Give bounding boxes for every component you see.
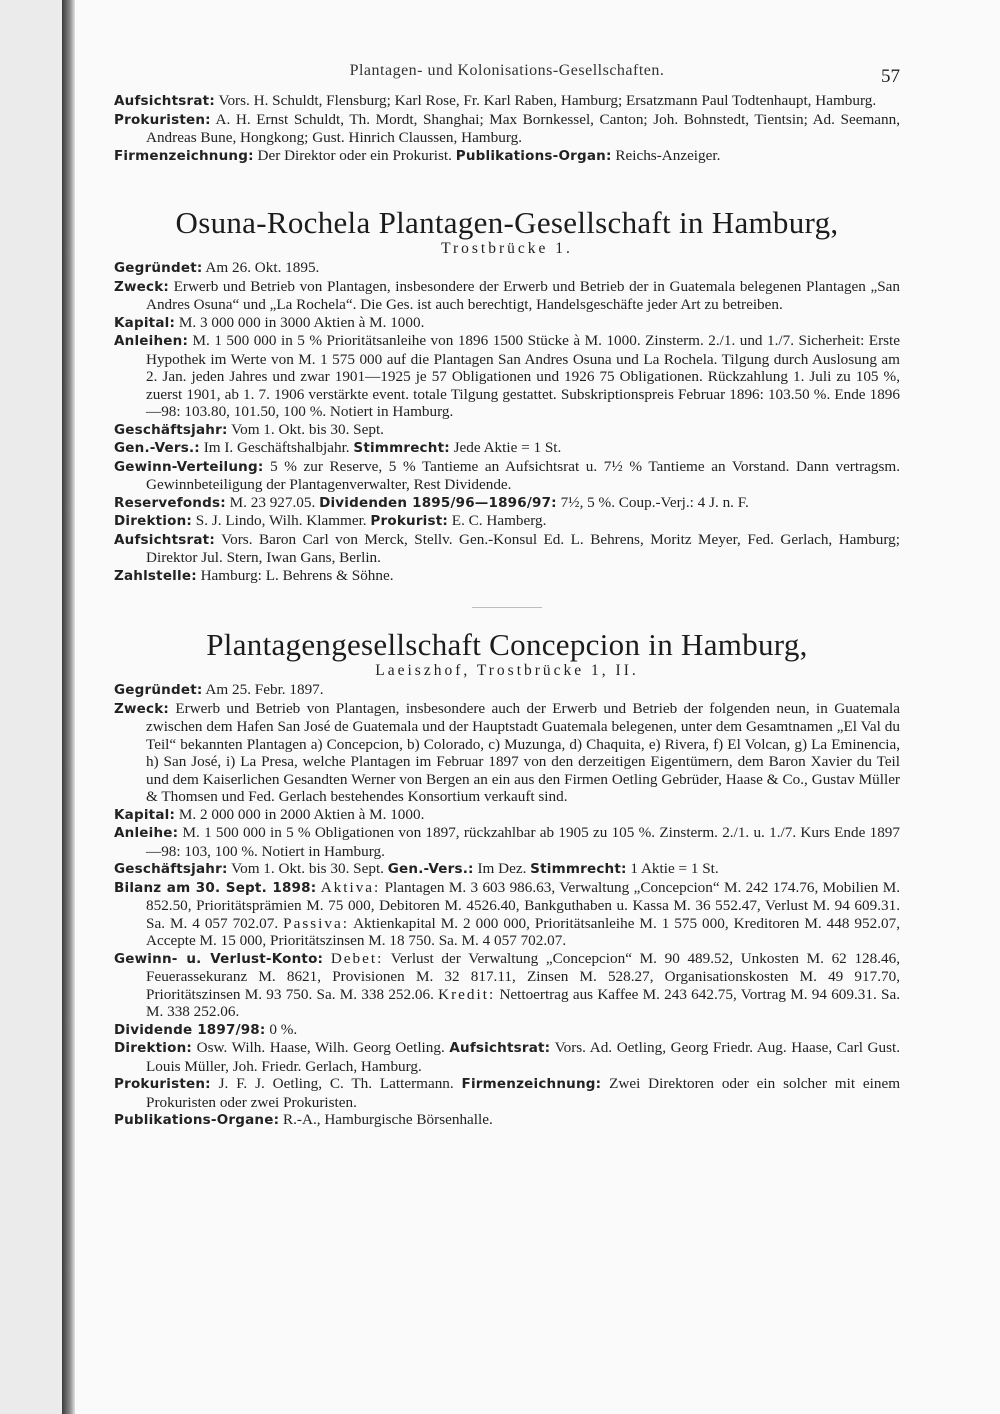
- field-label: Geschäftsjahr:: [114, 421, 228, 438]
- gegruendet: [114, 259, 900, 278]
- field-value: 0 %.: [269, 1020, 298, 1038]
- field-value: Verlust der Verwaltung „Concepcion“ M. 90 489.52, Unkosten M. 62 128.46, Feuerassekuranz M. 8621, Provisionen M. 32 817.11, Zinsen M. 528.27, Organisationskosten M. 49 917.70, Prioritätszinsen M. 93 750. Sa. M. 338 252.06.: [146, 949, 901, 1003]
- field-value: M. 23 927.05.: [229, 493, 316, 511]
- field-value: Zwei Direktoren oder ein solcher mit einem Prokuristen oder zwei Prokuristen.: [146, 1075, 901, 1111]
- field-label: Zahlstelle:: [114, 567, 197, 584]
- section-divider: [472, 607, 542, 608]
- field-label: Stimmrecht:: [530, 861, 627, 877]
- subfield-label: Passiva:: [283, 914, 349, 932]
- prev-firmenzeichnung: [114, 147, 900, 166]
- field-label: Publikations-Organe:: [114, 1112, 280, 1128]
- kapital: [114, 806, 900, 825]
- field-label: Geschäftsjahr:: [114, 861, 228, 877]
- field-label: Dividende 1897/98:: [114, 1021, 266, 1038]
- field-value: Erwerb und Betrieb von Plantagen, insbesondere der Erwerb und Betrieb der in Guatemala belegenen Plantagen „San Andres Osuna“ und „La Rochela“. Die Ges. ist auch berechtigt, Handelsgeschäfte jeder Art zu betreiben.: [146, 277, 901, 313]
- geschaeftsjahr: [114, 860, 900, 879]
- gewinn-verlust-konto: [114, 950, 900, 1021]
- field-label: Direktion:: [114, 513, 192, 529]
- field-label: Gewinn- u. Verlust-Konto:: [114, 950, 324, 967]
- field-label: Aufsichtsrat:: [114, 531, 215, 548]
- field-label: Prokuristen:: [114, 111, 211, 128]
- page-content: [114, 58, 900, 1130]
- reservefonds: [114, 494, 900, 513]
- dividende: [114, 1021, 900, 1040]
- subfield-label: Kredit:: [438, 985, 496, 1003]
- field-value: Am 25. Febr. 1897.: [205, 681, 324, 698]
- field-value: Am 26. Okt. 1895.: [205, 259, 320, 276]
- concepcion-entry: [114, 628, 900, 1130]
- field-label: Kapital:: [114, 806, 176, 823]
- field-label: Gegründet:: [114, 682, 203, 698]
- field-value: Der Direktor oder ein Prokurist.: [257, 146, 452, 164]
- field-value: Im Dez.: [477, 860, 527, 877]
- field-label: Gen.-Vers.:: [387, 861, 474, 877]
- field-value: 1 Aktie = 1 St.: [630, 860, 719, 877]
- field-value: Vors. Ad. Oetling, Georg Friedr. Aug. Haase, Carl Gust. Louis Müller, Joh. Friedr. Gerlach, Hamburg.: [146, 1039, 901, 1075]
- field-value: Im I. Geschäftshalbjahr.: [203, 439, 350, 456]
- zahlstelle: [114, 567, 900, 586]
- field-label: Direktion:: [114, 1040, 192, 1056]
- field-label: Aufsichtsrat:: [449, 1040, 551, 1056]
- field-value: 5 % zur Reserve, 5 % Tantieme an Aufsichtsrat u. 7½ % Tantieme an Vorstand. Dann vertragsm. Gewinnbeteiligung der Plantagenverwalter, Rest Dividende.: [146, 457, 901, 493]
- field-value: E. C. Hamberg.: [451, 512, 547, 529]
- company-address: Laeiszhof, Trostbrücke 1, II.: [375, 662, 639, 679]
- field-label: Reservefonds:: [114, 494, 226, 511]
- field-label: Prokurist:: [370, 513, 448, 529]
- field-value: Vors. H. Schuldt, Flensburg; Karl Rose, Fr. Karl Raben, Hamburg; Ersatzmann Paul Todtenhaupt, Hamburg.: [218, 92, 877, 109]
- zweck: [114, 700, 900, 806]
- anleihen: [114, 332, 900, 421]
- field-label: Firmenzeichnung:: [114, 147, 254, 164]
- field-value: R.-A., Hamburgische Börsenhalle.: [283, 1111, 493, 1128]
- osuna-rochela-entry: [114, 206, 900, 585]
- field-value: J. F. J. Oetling, C. Th. Lattermann.: [218, 1075, 454, 1092]
- field-label: Aufsichtsrat:: [114, 93, 215, 109]
- field-label: Zweck:: [114, 278, 169, 295]
- field-value: Vom 1. Okt. bis 30. Sept.: [231, 860, 384, 877]
- bilanz: [114, 879, 900, 950]
- running-title: Plantagen- und Kolonisations-Gesellschaften.: [349, 62, 665, 79]
- field-label: Gen.-Vers.:: [114, 440, 200, 456]
- field-label: Anleihen:: [114, 333, 189, 349]
- field-label: Prokuristen:: [114, 1076, 211, 1092]
- gewinn-verteilung: [114, 458, 900, 494]
- field-value: Reichs-Anzeiger.: [615, 146, 721, 164]
- field-value: M. 1 500 000 in 5 % Obligationen von 1897, rückzahlbar ab 1905 zu 105 %. Zinsterm. 2./1. u. 1./7. Kurs Ende 1897—98: 103, 100 %. Notiert in Hamburg.: [146, 824, 900, 860]
- field-label: Kapital:: [114, 314, 176, 331]
- field-label: Firmenzeichnung:: [461, 1076, 602, 1092]
- running-head: [114, 58, 900, 92]
- field-value: Erwerb und Betrieb von Plantagen, insbesondere auch der Erwerb und Betrieb der folgenden neun, in Guatemala zwischen dem Hafen San José de Guatemala und der Hauptstadt Guatemala belegenen, unter dem Gesamtnamen „El Val du Teil“ bekannten Plantagen a) Concepcion, b) Colorado, c) Muzunga, d) Chaquita, e) Rivera, f) El Volcan, g) La Eminencia, h) San José, i) La Presa, welche Plantagen im Februar 1897 von den derzeitigen Eigentümern, dem Baron Xavier du Teil und dem Kaiserlichen Gesandten Werner von Bergen an ein aus den Firmen Oetling Gebrüder, Haase & Co., Gustav Müller & Thomsen und Fed. Gerlach bestehendes Konsortium verkauft sind.: [146, 699, 901, 805]
- aufsichtsrat: [114, 531, 900, 567]
- field-value: Jede Aktie = 1 St.: [453, 439, 562, 456]
- field-value: Osw. Wilh. Haase, Wilh. Georg Oetling.: [196, 1039, 445, 1056]
- field-value: Plantagen M. 3 603 986.63, Verwaltung „Concepcion“ M. 242 174.76, Mobilien M. 852.50, Prioritätsprämien M. 75 000, Debitoren M. 4526.40, Bankguthaben u. Kassa M. 36 552.47, Verlust M. 94 609.31. Sa. M. 4 057 702.07.: [146, 878, 900, 932]
- field-label: Bilanz am 30. Sept. 1898:: [114, 879, 317, 896]
- field-value: Vom 1. Okt. bis 30. Sept.: [231, 420, 384, 438]
- field-value: Nettoertrag aus Kaffee M. 243 642.75, Vortrag M. 94 609.31. Sa. M. 338 252.06.: [146, 985, 901, 1020]
- field-label: Publikations-Organ:: [455, 147, 612, 164]
- publikations-organe: [114, 1111, 900, 1130]
- field-label: Gegründet:: [114, 260, 203, 276]
- field-value: Vors. Baron Carl von Merck, Stellv. Gen.-Konsul Ed. L. Behrens, Moritz Meyer, Fed. Gerlach, Hamburg; Direktor Jul. Stern, Iwan Gans, Berlin.: [146, 530, 901, 566]
- gen-vers: [114, 439, 900, 458]
- field-value: M. 2 000 000 in 2000 Aktien à M. 1000.: [178, 805, 425, 823]
- book-binding-edge: [62, 0, 75, 1414]
- gegruendet: [114, 681, 900, 700]
- kapital: [114, 314, 900, 333]
- field-value: Hamburg: L. Behrens & Söhne.: [200, 566, 394, 584]
- company-heading: Osuna-Rochela Plantagen-Gesellschaft in Hamburg,: [175, 205, 839, 240]
- field-value: A. H. Ernst Schuldt, Th. Mordt, Shanghai; Max Bornkessel, Canton; Joh. Bohnstedt, Tientsin; Ad. Seemann, Andreas Bune, Hongkong; Gust. Hinrich Claussen, Hamburg.: [146, 110, 900, 146]
- field-label: Dividenden 1895/96—1896/97:: [319, 494, 557, 511]
- prev-aufsichtsrat: [114, 92, 900, 111]
- prokuristen: [114, 1075, 900, 1111]
- field-value: M. 3 000 000 in 3000 Aktien à M. 1000.: [178, 313, 425, 331]
- direktion: [114, 512, 900, 531]
- company-heading: Plantagengesellschaft Concepcion in Hamburg,: [206, 627, 808, 662]
- prev-prokuristen: [114, 111, 900, 147]
- field-value: Aktienkapital M. 2 000 000, Prioritätsanleihe M. 1 575 000, Kreditoren M. 448 952.07, Accepte M. 15 000, Prioritätszinsen M. 18 750. Sa. M. 4 057 702.07.: [146, 914, 900, 949]
- direktion: [114, 1039, 900, 1075]
- field-label: Gewinn-Verteilung:: [114, 458, 264, 475]
- subfield-label: Debet:: [330, 949, 384, 967]
- field-value: M. 1 500 000 in 5 % Prioritätsanleihe von 1896 1500 Stücke à M. 1000. Zinsterm. 2./1. und 1./7. Sicherheit: Erste Hypothek im Werte von M. 1 575 000 auf die Plantagen San Andres Osuna und La Rochela. Tilgung durch Auslosung am 2. Jan. jeden Jahres und zwar 1901—1925 je 57 Obligationen und 1926 75 Obligationen. Rückzahlung 1. Juli zu 105 %, zuerst 1901, ab 1. 7. 1906 verstärkte event. totale Tilgung gestattet. Subskriptionspreis Februar 1896: 103.50 %. Ende 1896—98: 103.80, 101.50, 100 %. Notiert in Hamburg.: [146, 332, 900, 420]
- zweck: [114, 278, 900, 314]
- field-label: Zweck:: [114, 700, 169, 717]
- field-label: Stimmrecht:: [353, 440, 450, 456]
- field-label: Anleihe:: [114, 825, 179, 841]
- anleihe: [114, 824, 900, 860]
- geschaeftsjahr: [114, 421, 900, 440]
- previous-entry: [114, 92, 900, 165]
- company-address: Trostbrücke 1.: [441, 240, 573, 257]
- field-value: S. J. Lindo, Wilh. Klammer.: [195, 512, 367, 529]
- field-value: 7½, 5 %. Coup.-Verj.: 4 J. n. F.: [560, 493, 749, 511]
- subfield-label: Aktiva:: [320, 878, 381, 896]
- page-number: 57: [881, 66, 900, 87]
